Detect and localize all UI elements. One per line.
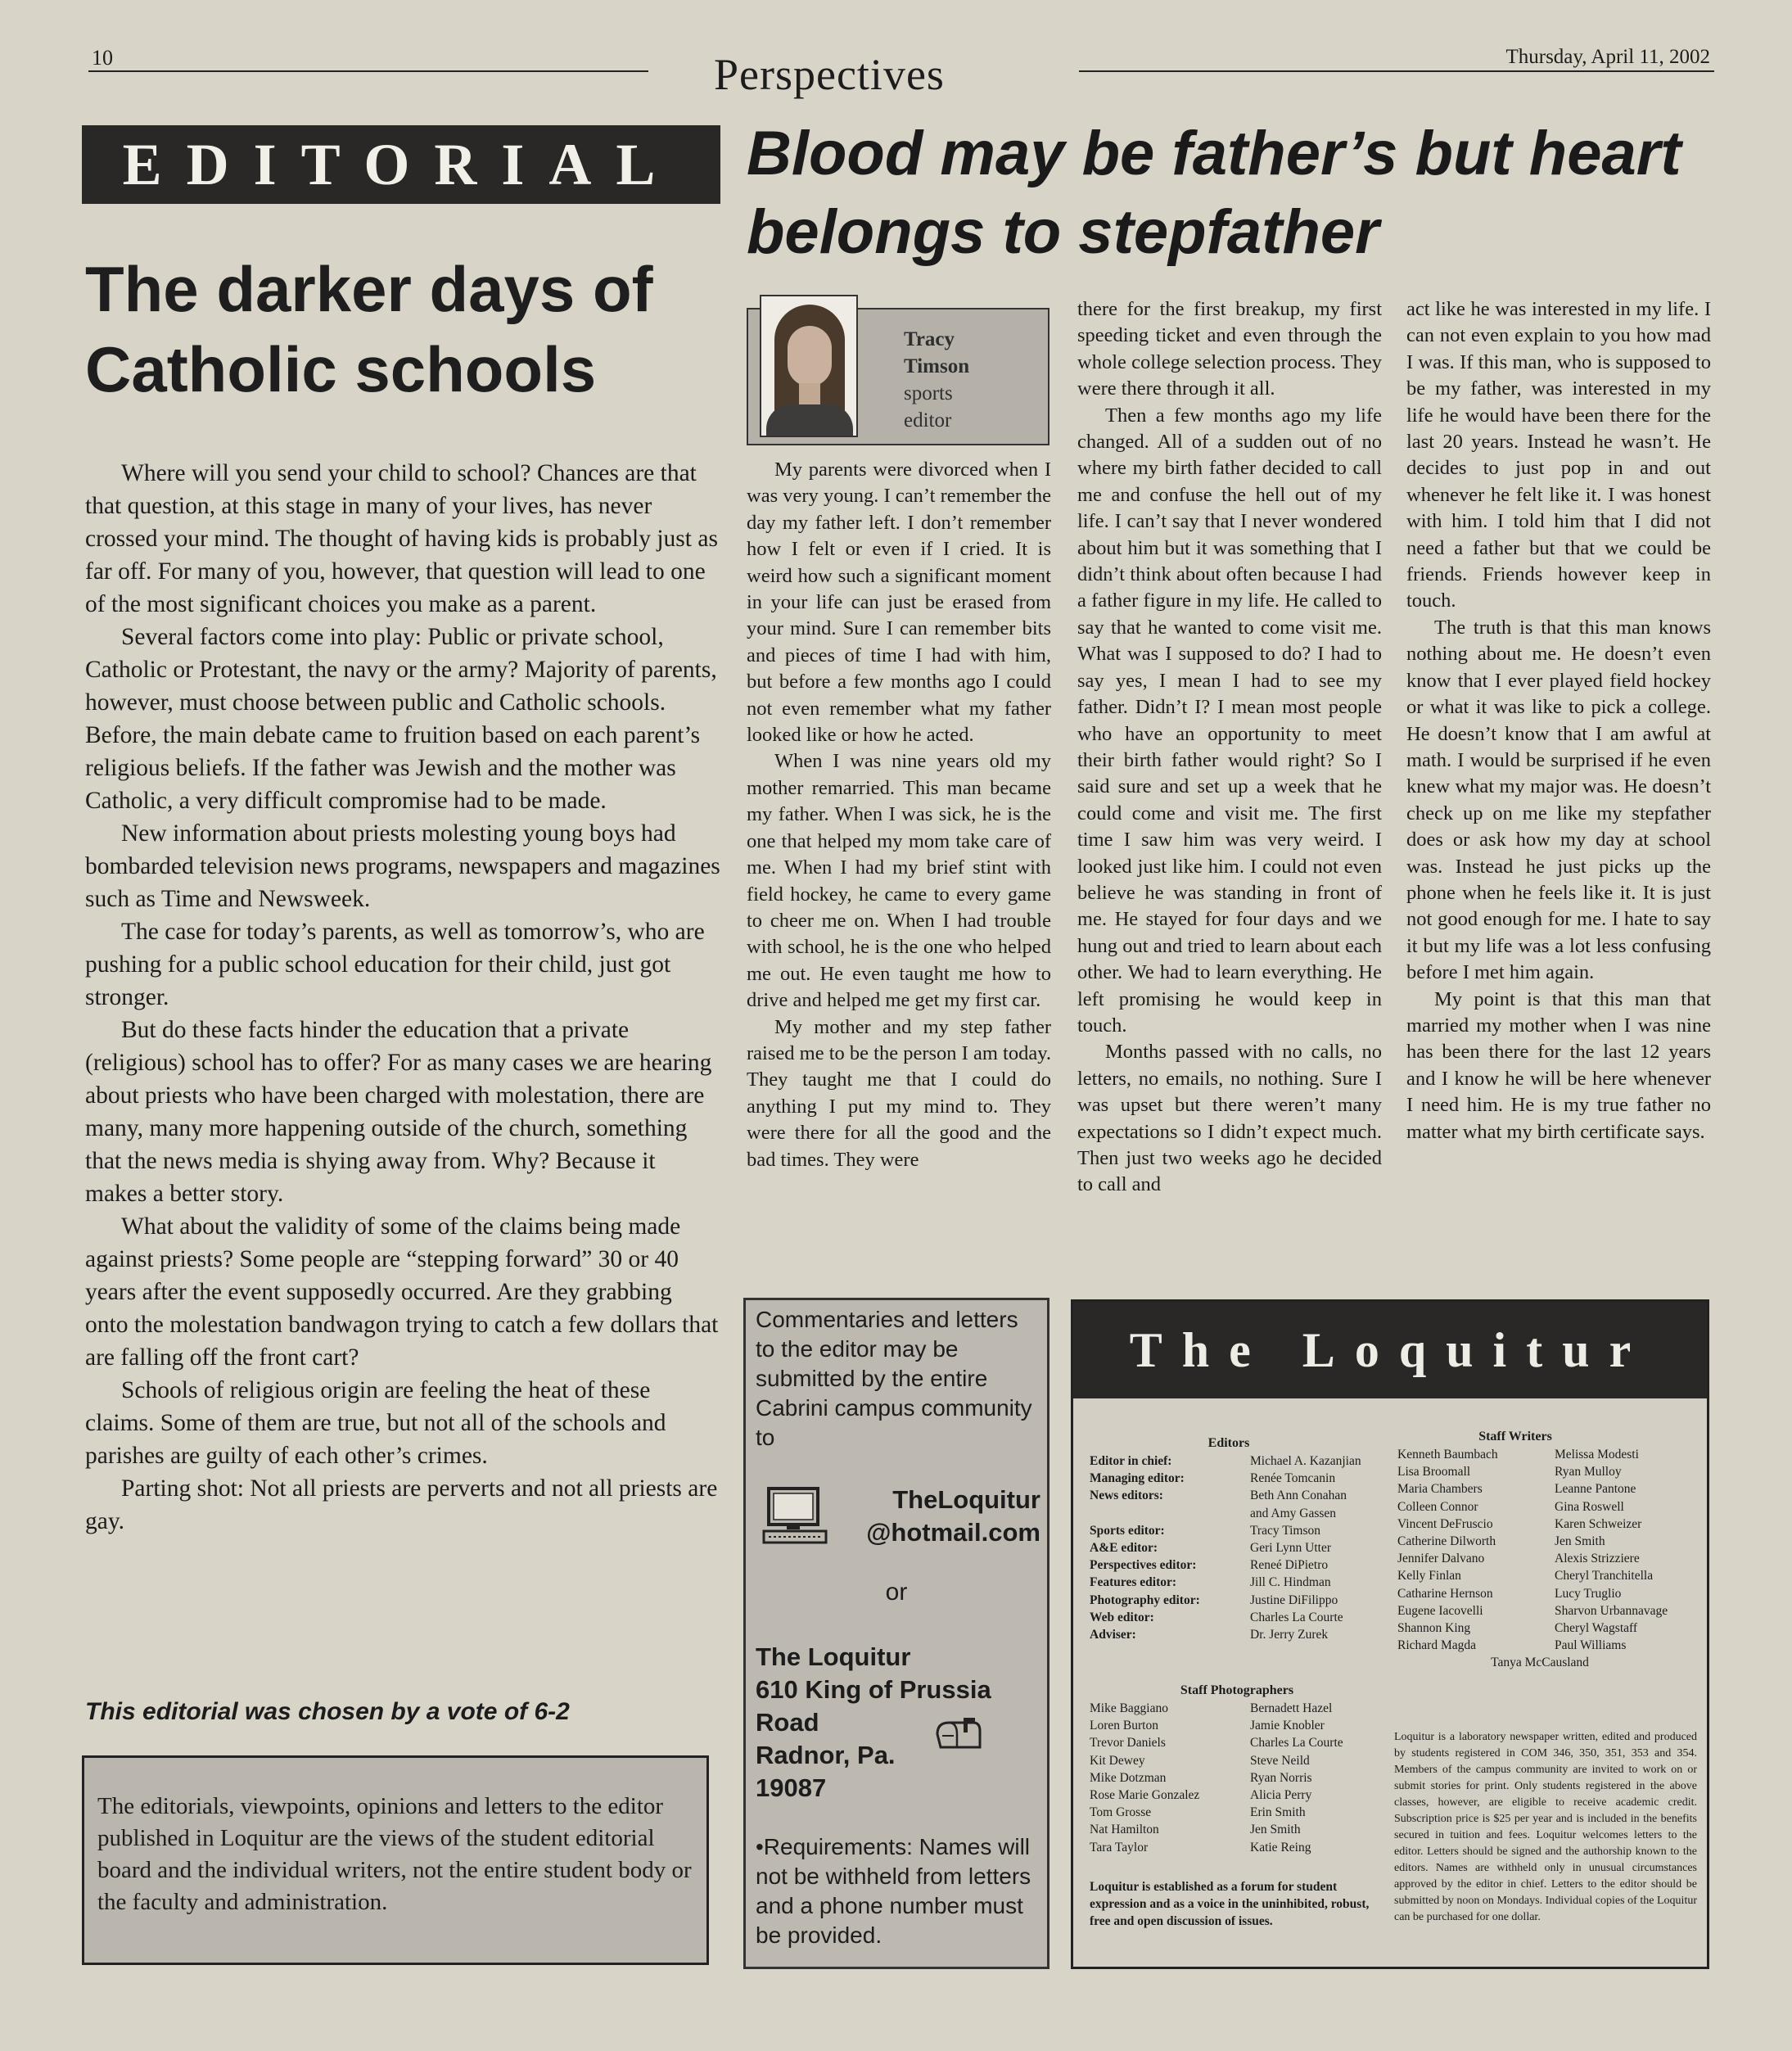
staff-writer: Kenneth Baumbach	[1397, 1448, 1498, 1461]
editor-role	[1090, 1505, 1253, 1522]
photographer: Tara Taylor	[1090, 1840, 1149, 1854]
staff-writer: Lisa Broomall	[1397, 1465, 1471, 1480]
staff-writer: Vincent DeFruscio	[1397, 1516, 1493, 1531]
photographer: Jen Smith	[1250, 1823, 1301, 1837]
byline	[904, 326, 969, 434]
staff-writer: Cheryl Tranchitella	[1555, 1569, 1654, 1583]
editorial-banner: EDITORIAL	[82, 125, 720, 204]
photographer: Steve Neild	[1250, 1753, 1310, 1768]
photographer: Ryan Norris	[1250, 1770, 1312, 1785]
editor-role: Managing editor:	[1090, 1471, 1185, 1486]
staff-writer: Richard Magda	[1397, 1638, 1476, 1653]
feature-paragraph: My mother and my step father raised me to be the person I am today. They taught me that I could do anything I put my mind to. They were there for all the good and the bad times. They were	[747, 1015, 1051, 1171]
staff-photographers-header: Staff Photographers	[1180, 1683, 1294, 1697]
editor-name: Geri Lynn Utter	[1250, 1541, 1332, 1556]
submission-requirements: •Requirements: Names will not be withheld from letters and a phone number must be provided.	[756, 1834, 1031, 1948]
forum-statement: Loquitur is established as a forum for student expression and as a voice in the uninhibited, robust, free and open discussion of issues.	[1090, 1880, 1370, 1929]
feature-paragraph: My point is that this man that married my mother when I was nine has been there for the last 12 years and I know he will be here whenever I need him. He is my true father no matter what my birth certificate says.	[1406, 987, 1711, 1143]
address-line: The Loquitur	[756, 1642, 911, 1671]
staff-writer: Jen Smith	[1555, 1534, 1605, 1549]
staff-writers-list	[1397, 1446, 1553, 1654]
feature-paragraph: When I was nine years old my mother remarried. This man became my father. When I was sick, he is the one that helped my mom take care of me. When I had my brief stint with field hockey, he came to every game to cheer me on. When I had trouble with school, he is the one who helped me out. He even taught me how to drive and helped me get my first car.	[747, 750, 1051, 1012]
byline-first-name: Tracy	[904, 328, 955, 350]
feature-paragraph: Months passed with no calls, no letters, no emails, no nothing. Sure I was upset but there weren’t many expectations so I didn’t expect much. Then just two weeks ago he decided to call and	[1077, 1041, 1382, 1196]
photographer: Jamie Knobler	[1250, 1719, 1325, 1733]
email-line: @hotmail.com	[866, 1518, 1040, 1547]
editor-role: Perspectives editor:	[1090, 1558, 1197, 1573]
author-photo	[760, 295, 858, 437]
photographer: Loren Burton	[1090, 1719, 1158, 1733]
editorial-paragraph: The case for today’s parents, as well as tomorrow’s, who are pushing for a public school education for their child, just got stronger.	[85, 919, 705, 1010]
header-rule-left	[88, 70, 648, 72]
photographer: Bernadett Hazel	[1250, 1701, 1333, 1715]
photographers-list	[1250, 1700, 1406, 1856]
editor-name: Tracy Timson	[1250, 1523, 1321, 1538]
photographer: Charles La Courte	[1250, 1736, 1343, 1751]
staff-writer: Gina Roswell	[1555, 1499, 1624, 1514]
photographers-list	[1090, 1700, 1245, 1856]
staff-writers-header: Staff Writers	[1478, 1430, 1552, 1443]
newspaper-name-banner: The Loquitur	[1073, 1302, 1707, 1398]
editor-name: Michael A. Kazanjian	[1250, 1454, 1361, 1468]
byline-role: editor	[904, 409, 952, 431]
editor-role: A&E editor:	[1090, 1541, 1158, 1556]
staff-writer: Lucy Truglio	[1555, 1586, 1622, 1601]
photographer: Mike Dotzman	[1090, 1770, 1167, 1785]
address-line: 610 King of Prussia	[756, 1675, 991, 1704]
staff-writer: Tanya McCausland	[1491, 1656, 1589, 1669]
photographer: Alicia Perry	[1250, 1788, 1312, 1803]
editor-name: Jill C. Hindman	[1250, 1575, 1331, 1590]
editor-roles	[1090, 1452, 1253, 1643]
photographer: Erin Smith	[1250, 1805, 1306, 1820]
staff-writer: Leanne Pantone	[1555, 1482, 1636, 1497]
staff-writer: Eugene Iacovelli	[1397, 1603, 1483, 1618]
or-separator: or	[885, 1579, 908, 1606]
editorial-paragraph: Where will you send your child to school? Chances are that that question, at this stage in many of your lives, has never crossed your mind. The thought of having kids is probably just as far off. For many of you, however, that question will lead to one of the most significant choices you make as a parent.	[85, 460, 718, 617]
address-line: 19087	[756, 1773, 827, 1802]
editorial-paragraph: New information about priests molesting young boys had bombarded television news programs, newspapers and magazines such as Time and Newsweek.	[85, 820, 720, 912]
byline-box	[747, 308, 1049, 445]
feature-paragraph: there for the first breakup, my first speeding ticket and even through the whole college selection process. They were there through it all.	[1077, 298, 1382, 400]
feature-paragraph: Then a few months ago my life changed. All of a sudden out of no where my birth father decided to call me and confuse the hell out of my life. I can’t say that I never wondered about him but it was something that I didn’t think about often because I had a father figure in my life. He called to say that he wanted to come visit me. What was I supposed to do? I had to say yes, I mean I had to see my father. Didn’t I? I mean most people who have an opportunity to meet their birth father would right? So I said sure and set up a week that he could come and visit me. The first time I saw him was very weird. I looked just like him. I could not even believe he was standing in front of me. He stayed for four days and we hung out and tried to learn about each other. We had to learn everything. He left promising he would keep in touch.	[1077, 404, 1382, 1037]
photographer: Rose Marie Gonzalez	[1090, 1788, 1200, 1803]
feature-paragraph: act like he was interested in my life. I can not even explain to you how mad I was. If this man, who is supposed to be my father, was interested in my life he would have been there for the last 20 years. Instead he wasn’t. He decides to just pop in and out whenever he felt like it. I was honest with him. I told him that I did not need a father but that we could be friends. Friends however keep in touch.	[1406, 298, 1711, 612]
editorial-paragraph: But do these facts hinder the education that a private (religious) school has to offer? For as many cases we are hearing about priests who have been charged with molestation, there are many, many more happening outside of the church, something that the news media is shying away from. Why? Because it makes a better story.	[85, 1017, 712, 1207]
staff-box	[1071, 1299, 1709, 1969]
staff-writer: Kelly Finlan	[1397, 1569, 1461, 1583]
editor-role: Adviser:	[1090, 1628, 1136, 1642]
editorial-body	[85, 457, 720, 1538]
address-line: Radnor, Pa.	[756, 1741, 896, 1769]
feature-headline: Blood may be father’s but heart belongs to stepfather	[747, 119, 1681, 267]
editor-name: Beth Ann Conahan	[1250, 1489, 1347, 1503]
staff-writer: Karen Schweizer	[1555, 1516, 1642, 1531]
staff-writer: Paul Williams	[1555, 1638, 1627, 1653]
editorial-paragraph: What about the validity of some of the claims being made against priests? Some people are “stepping forward” 30 or 40 years after the event supposedly occurred. Are they grabbing onto the molestation bandwagon trying to catch a few dollars that are falling off the front cart?	[85, 1213, 719, 1371]
editorial-paragraph: Schools of religious origin are feeling the heat of these claims. Some of them are true, but not all of the schools and parishes are guilty of each other’s crimes.	[85, 1377, 666, 1469]
staff-writer: Shannon King	[1397, 1621, 1471, 1636]
submission-intro: Commentaries and letters to the editor may be submitted by the entire Cabrini campus community to	[756, 1307, 1032, 1450]
editor-role: Sports editor:	[1090, 1523, 1165, 1538]
staff-writer: Alexis Strizziere	[1555, 1552, 1640, 1566]
email-line: TheLoquitur	[892, 1485, 1040, 1514]
disclaimer-text: The editorials, viewpoints, opinions and letters to the editor published in Loquitur are the views of the student editorial board and the individual writers, not the entire student body or the faculty and administration.	[97, 1793, 692, 1915]
page-number: 10	[92, 46, 113, 70]
editorial-headline: The darker days of Catholic schools	[85, 253, 653, 405]
feature-column-1	[747, 457, 1051, 1173]
staff-writer: Cheryl Wagstaff	[1555, 1621, 1638, 1636]
editor-name: Charles La Courte	[1250, 1610, 1343, 1624]
editor-name: and Amy Gassen	[1250, 1506, 1337, 1520]
photographer: Mike Baggiano	[1090, 1701, 1168, 1715]
editor-role: Features editor:	[1090, 1575, 1177, 1590]
editor-name: Renée Tomcanin	[1250, 1471, 1336, 1486]
editors-header: Editors	[1207, 1436, 1250, 1450]
photographer: Kit Dewey	[1090, 1753, 1145, 1768]
address-line: Road	[756, 1708, 819, 1737]
photographer: Tom Grosse	[1090, 1805, 1152, 1820]
photographer: Nat Hamilton	[1090, 1823, 1159, 1837]
editor-role: News editors:	[1090, 1489, 1163, 1503]
photographer: Trevor Daniels	[1090, 1736, 1166, 1751]
byline-role: sports	[904, 382, 953, 404]
editor-name: Reneé DiPietro	[1250, 1558, 1329, 1573]
staff-writer: Sharvon Urbannavage	[1555, 1603, 1668, 1618]
feature-column-2	[1077, 296, 1382, 1199]
editor-role: Editor in chief:	[1090, 1454, 1172, 1468]
byline-last-name: Timson	[904, 355, 970, 377]
submission-box	[743, 1298, 1049, 1969]
staff-writer: Ryan Mulloy	[1555, 1465, 1622, 1480]
email-address	[866, 1484, 1040, 1549]
editor-name: Dr. Jerry Zurek	[1250, 1628, 1329, 1642]
disclaimer-box	[82, 1755, 709, 1965]
editor-name: Justine DiFilippo	[1250, 1592, 1338, 1607]
staff-writer: Jennifer Dalvano	[1397, 1552, 1485, 1566]
header-rule-right	[1079, 70, 1714, 72]
staff-writer: Melissa Modesti	[1555, 1448, 1639, 1461]
editor-names	[1250, 1452, 1389, 1643]
vote-note: This editorial was chosen by a vote of 6-2	[85, 1698, 570, 1725]
staff-writer: Catharine Hernson	[1397, 1586, 1493, 1601]
photographer: Katie Reing	[1250, 1840, 1311, 1854]
staff-writer: Colleen Connor	[1397, 1499, 1478, 1514]
staff-writers-list	[1555, 1446, 1710, 1654]
policy-statement: Loquitur is a laboratory newspaper written, edited and produced by students registered in COM 346, 350, 351, 353 and 354. Members of the campus community are invited to work on or submit stories for print. Only students registered in the above classes, however, are eligible to receive academic credit. Subscription price is $25 per year and is included in the benefits secured in tuition and fees. Loquitur welcomes letters to the editor. Letters should be signed and the authorship known to the editors. Names are withheld only in unusual circumstances approved by the editor in chief. Letters to the editor should be submitted by noon on Mondays. Individual copies of the Loquitur can be purchased for one dollar.	[1394, 1731, 1697, 1923]
section-title: Perspectives	[714, 50, 945, 99]
feature-paragraph: The truth is that this man knows nothing about me. He doesn’t even know that I ever played field hockey or what it was like to pick a college. He doesn’t know that I am awful at math. I would be surprised if he even knew what my major was. He doesn’t check up on me like my stepfather does or ask how my day at school was. Instead he just picks up the phone when he feels like it. It is just not good enough for me. I hate to say it but my life was a lot less confusing before I met him again.	[1406, 616, 1711, 984]
staff-writer: Maria Chambers	[1397, 1482, 1483, 1497]
feature-paragraph: My parents were divorced when I was very young. I can’t remember the day my father left. I don’t remember how I felt or even if I cried. It is weird how such a significant moment in your life can just be erased from your mind. Sure I can remember bits and pieces of time I had with him, but before a few months ago I could not even remember what my father looked like or how he acted.	[747, 459, 1051, 747]
computer-icon	[762, 1487, 829, 1546]
mailbox-icon	[932, 1716, 985, 1754]
issue-date: Thursday, April 11, 2002	[1505, 46, 1710, 68]
editorial-paragraph: Several factors come into play: Public or private school, Catholic or Protestant, the navy or the army? Majority of parents, however, must choose between public and Catholic schools. Before, the main debate came to fruition based on each parent’s religious beliefs. If the father was Jewish and the mother was Catholic, a very difficult compromise had to be made.	[85, 624, 717, 814]
feature-column-3	[1406, 296, 1711, 1145]
editor-role: Photography editor:	[1090, 1592, 1200, 1607]
editorial-paragraph: Parting shot: Not all priests are perverts and not all priests are gay.	[85, 1475, 718, 1534]
staff-writer: Catherine Dilworth	[1397, 1534, 1496, 1549]
editor-role: Web editor:	[1090, 1610, 1154, 1624]
